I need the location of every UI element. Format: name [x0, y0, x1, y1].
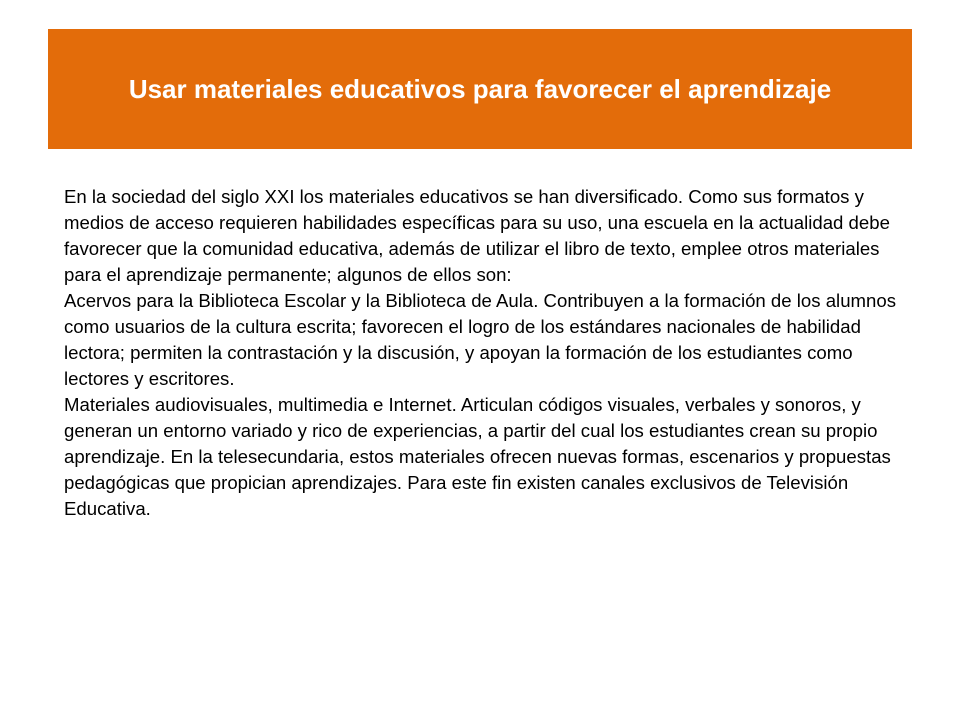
slide-title: Usar materiales educativos para favorecer el aprendizaje [128, 73, 832, 104]
slide-body [64, 184, 900, 522]
paragraph-materiales: Materiales audiovisuales, multimedia e Internet. Articulan códigos visuales, verbales y sonoros, y generan un entorno variado y rico de experiencias, a partir del cual los estudiantes crean su propio aprendizaje. En la telesecundaria, estos materiales ofrecen nuevas formas, escenarios y propuestas pedagógicas que propician aprendizajes. Para este fin existen canales exclusivos de Televisión Educativa. [64, 394, 891, 519]
paragraph-intro: En la sociedad del siglo XXI los materiales educativos se han diversificado. Como sus formatos y medios de acceso requieren habilidades específicas para su uso, una escuela en la actualidad debe favorecer que la comunidad educativa, además de utilizar el libro de texto, emplee otros materiales para el aprendizaje permanente; algunos de ellos son: [64, 186, 890, 285]
title-bar [48, 29, 912, 149]
paragraph-acervos: Acervos para la Biblioteca Escolar y la Biblioteca de Aula. Contribuyen a la formación de los alumnos como usuarios de la cultura escrita; favorecen el logro de los estándares nacionales de habilidad lectora; permiten la contrastación y la discusión, y apoyan la formación de los estudiantes como lectores y escritores. [64, 290, 896, 389]
